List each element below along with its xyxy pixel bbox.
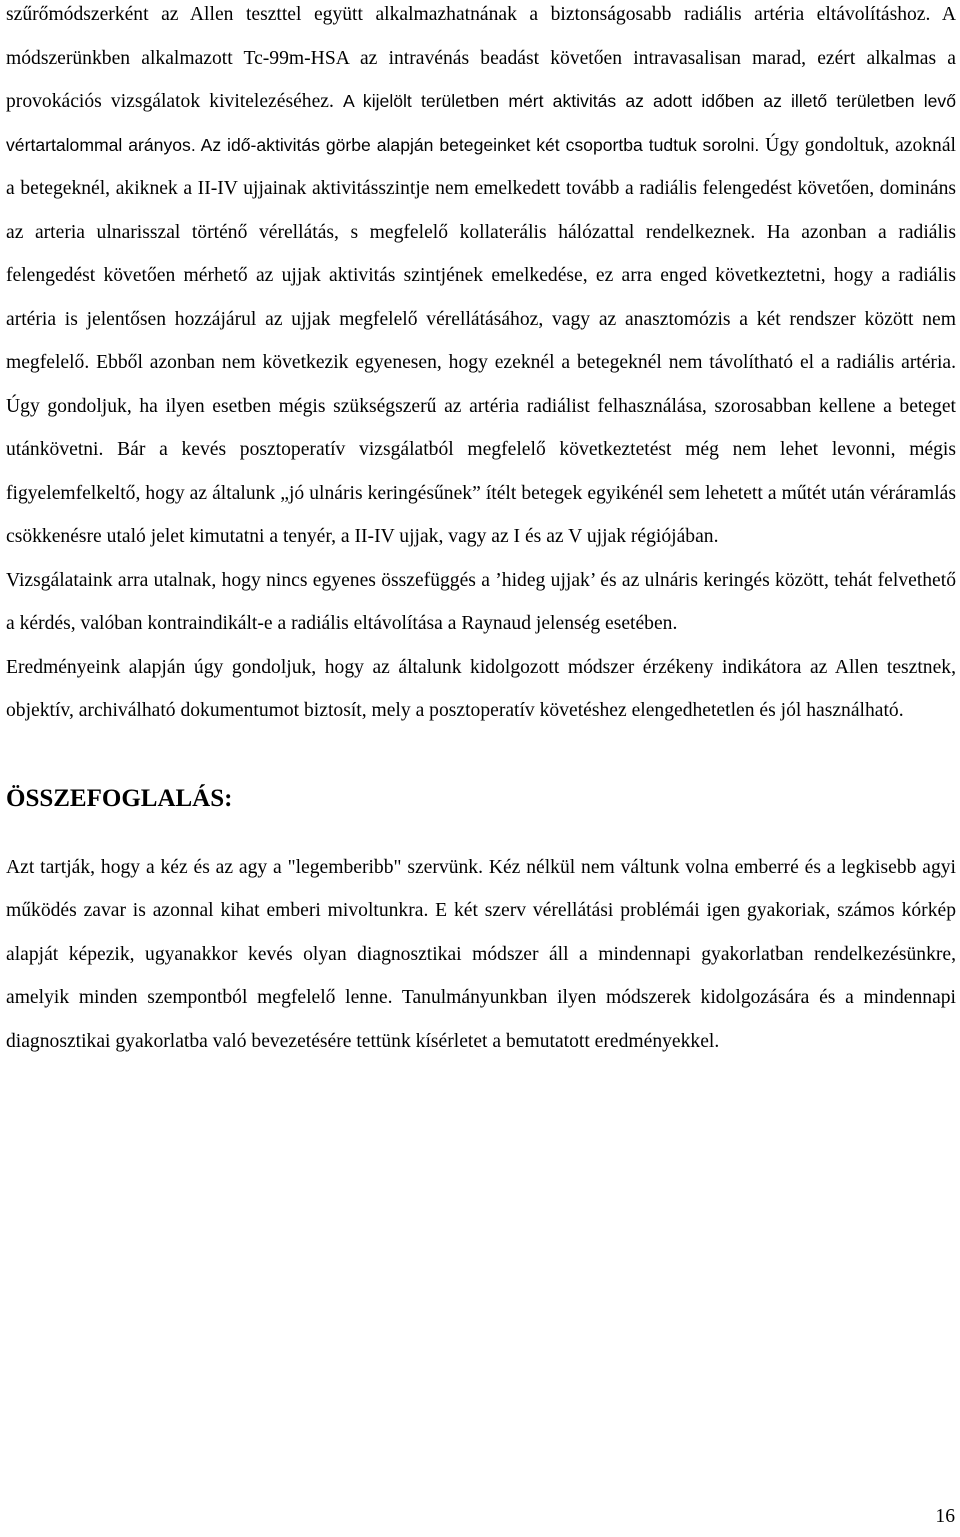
paragraph-methods-part-2: A kijelölt területben mért aktivitás az adott időben az illető területben levő vértartalommal arányos. Az idő-aktivitás görbe alapján betegeinket két csoportba tudtuk sorolni. (6, 91, 956, 155)
document-page (6, 0, 956, 1063)
paragraph-raynaud (6, 559, 956, 646)
paragraph-results (6, 646, 956, 733)
paragraph-methods-part-3: Úgy gondoltuk, azoknál a betegeknél, akiknek a II-IV ujjainak aktivitásszintje nem emelkedett tovább a radiális felengedést követően, domináns az arteria ulnarisszal történő vérellátás, s megfelelő kollaterális hálózattal rendelkeznek. Ha azonban a radiális felengedést követően mérhető az ujjak aktivitás szintjének emelkedése, ez arra enged következtetni, hogy a radiális artéria is jelentősen hozzájárul az ujjak megfelelő vérellátásához, vagy az anasztomózis a két rendszer között nem megfelelő. Ebből azonban nem következik egyenesen, hogy ezeknél a betegeknél nem távolítható el a radiális artéria. Úgy gondoljuk, ha ilyen esetben mégis szükségszerű az artéria radiálist felhasználása, szorosabban kellene a beteget utánkövetni. Bár a kevés posztoperatív vizsgálatból megfelelő következtetést még nem lehet levonni, mégis figyelemfelkeltő, hogy az általunk „jó ulnáris keringésűnek” ítélt betegek egyikénél sem lehetett a műtét után véráramlás csökkenésre utaló jelet kimutatni a tenyér, a II-IV ujjak, vagy az I és az V ujjak régiójában. (6, 134, 956, 547)
paragraph-methods (6, 0, 956, 559)
paragraph-raynaud-text: Vizsgálataink arra utalnak, hogy nincs egyenes összefüggés a ’hideg ujjak’ és az ulnáris keringés között, tehát felvethető a kérdés, valóban kontraindikált-e a radiális eltávolítása a Raynaud jelenség esetében. (6, 569, 956, 634)
paragraph-methods-part-1: szűrőmódszerként az Allen teszttel együtt alkalmazhatnának a biztonságosabb radiális artéria eltávolításhoz. A módszerünkben alkalmazott Tc-99m-HSA az intravénás beadást követően intravasalisan marad, ezért alkalmas a provokációs vizsgálatok kivitelezéséhez. (6, 4, 956, 112)
paragraph-summary-text: Azt tartják, hogy a kéz és az agy a "legemberibb" szervünk. Kéz nélkül nem váltunk volna emberré és a legkisebb agyi működés zavar is azonnal kihat emberi mivoltunkra. E két szerv vérellátási problémái igen gyakoriak, számos kórkép alapját képezik, ugyanakkor kevés olyan diagnosztikai módszer áll a mindennapi gyakorlatban rendelkezésünkre, amelyik minden szempontból megfelelő lenne. Tanulmányunkban ilyen módszerek kidolgozására és a mindennapi diagnosztikai gyakorlatba való bevezetésére tettünk kísérletet a bemutatott eredményekkel. (6, 856, 956, 1052)
page-number: 16 (935, 1506, 955, 1527)
section-heading-summary: ÖSSZEFOGLALÁS: (6, 784, 233, 812)
paragraph-summary (6, 846, 956, 1064)
paragraph-results-text: Eredményeink alapján úgy gondoljuk, hogy az általunk kidolgozott módszer érzékeny indikátora az Allen tesztnek, objektív, archiválható dokumentumot biztosít, mely a posztoperatív követéshez elengedhetetlen és jól használható. (6, 656, 956, 721)
